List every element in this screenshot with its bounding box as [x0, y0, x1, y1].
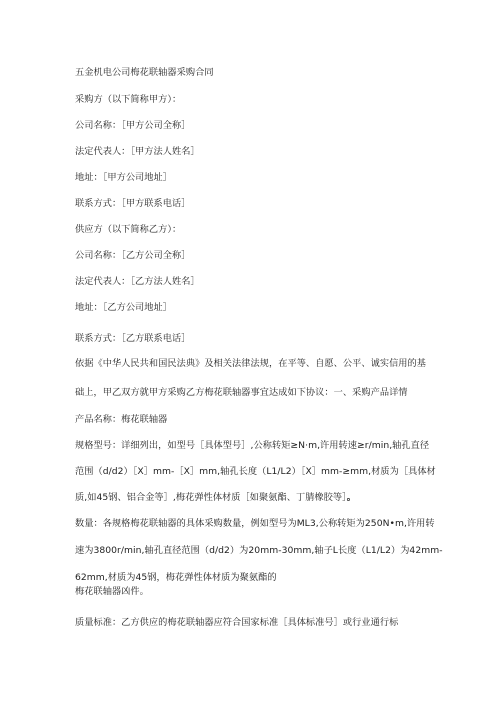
product-name: 产品名称：梅花联轴器 [75, 414, 168, 425]
seller-company: 公司名称：［乙方公司全称］ [75, 250, 191, 261]
intro-paragraph-line-1: 依据《中华人民共和国民法典》及相关法律法规，在平等、自愿、公平、诚实信用的基 [75, 358, 427, 369]
buyer-heading: 采购方（以下简称甲方）： [75, 94, 182, 105]
quantity-line-1: 数量：各规格梅花联轴器的具体采购数量，例如型号为ML3,公称转矩为250N•m,许用转 [75, 518, 435, 529]
spec-line-2: 范围（d/d2）［X］mm-［X］mm,轴孔长度（L1/L2）［X］mm-≥mm,材质为［具体材 [75, 466, 436, 477]
spec-line-3-text: 质,如45钢、铝合金等］,梅花弹性体材质［如聚氨酯、丁腈橡胶等］ [75, 492, 347, 503]
spec-line-3 [75, 492, 356, 504]
buyer-address: 地址：［甲方公司地址］ [75, 172, 173, 183]
seller-address: 地址：［乙方公司地址］ [75, 302, 173, 313]
seller-legal-rep: 法定代表人：［乙方法人姓名］ [75, 276, 200, 287]
quality-standard-line-1: 质量标准：乙方供应的梅花联轴器应符合国家标准［具体标准号］或行业通行标 [75, 617, 399, 628]
seller-contact: 联系方式：［乙方联系电话］ [75, 333, 191, 344]
buyer-contact: 联系方式：［甲方联系电话］ [75, 198, 191, 209]
quantity-line-4: 梅花联轴器凶件。 [75, 586, 149, 597]
spec-line-3-end: 。 [346, 492, 357, 503]
document-title: 五金机电公司梅花联轴器采购合同 [75, 67, 214, 78]
quantity-line-2: 速为3800r/min,轴孔直径范围（d/d2）为20mm-30mm,轴子L长度（L1/L2）为42mm- [75, 545, 443, 556]
quantity-line-3: 62mm,材质为45钢，梅花弹性体材质为聚氨酯的 [75, 572, 277, 583]
buyer-legal-rep: 法定代表人：［甲方法人姓名］ [75, 146, 200, 157]
buyer-company: 公司名称：［甲方公司全称］ [75, 120, 191, 131]
spec-line-1: 规格型号：详细列出，如型号［具体型号］,公称转矩≥N·m,许用转速≥r/min,轴孔直径 [75, 440, 430, 451]
intro-paragraph-line-2: 础上，甲乙双方就甲方采购乙方梅花联轴器事宜达成如下协议：一、采购产品详情 [75, 387, 408, 398]
seller-heading: 供应方（以下简称乙方）： [75, 224, 182, 235]
